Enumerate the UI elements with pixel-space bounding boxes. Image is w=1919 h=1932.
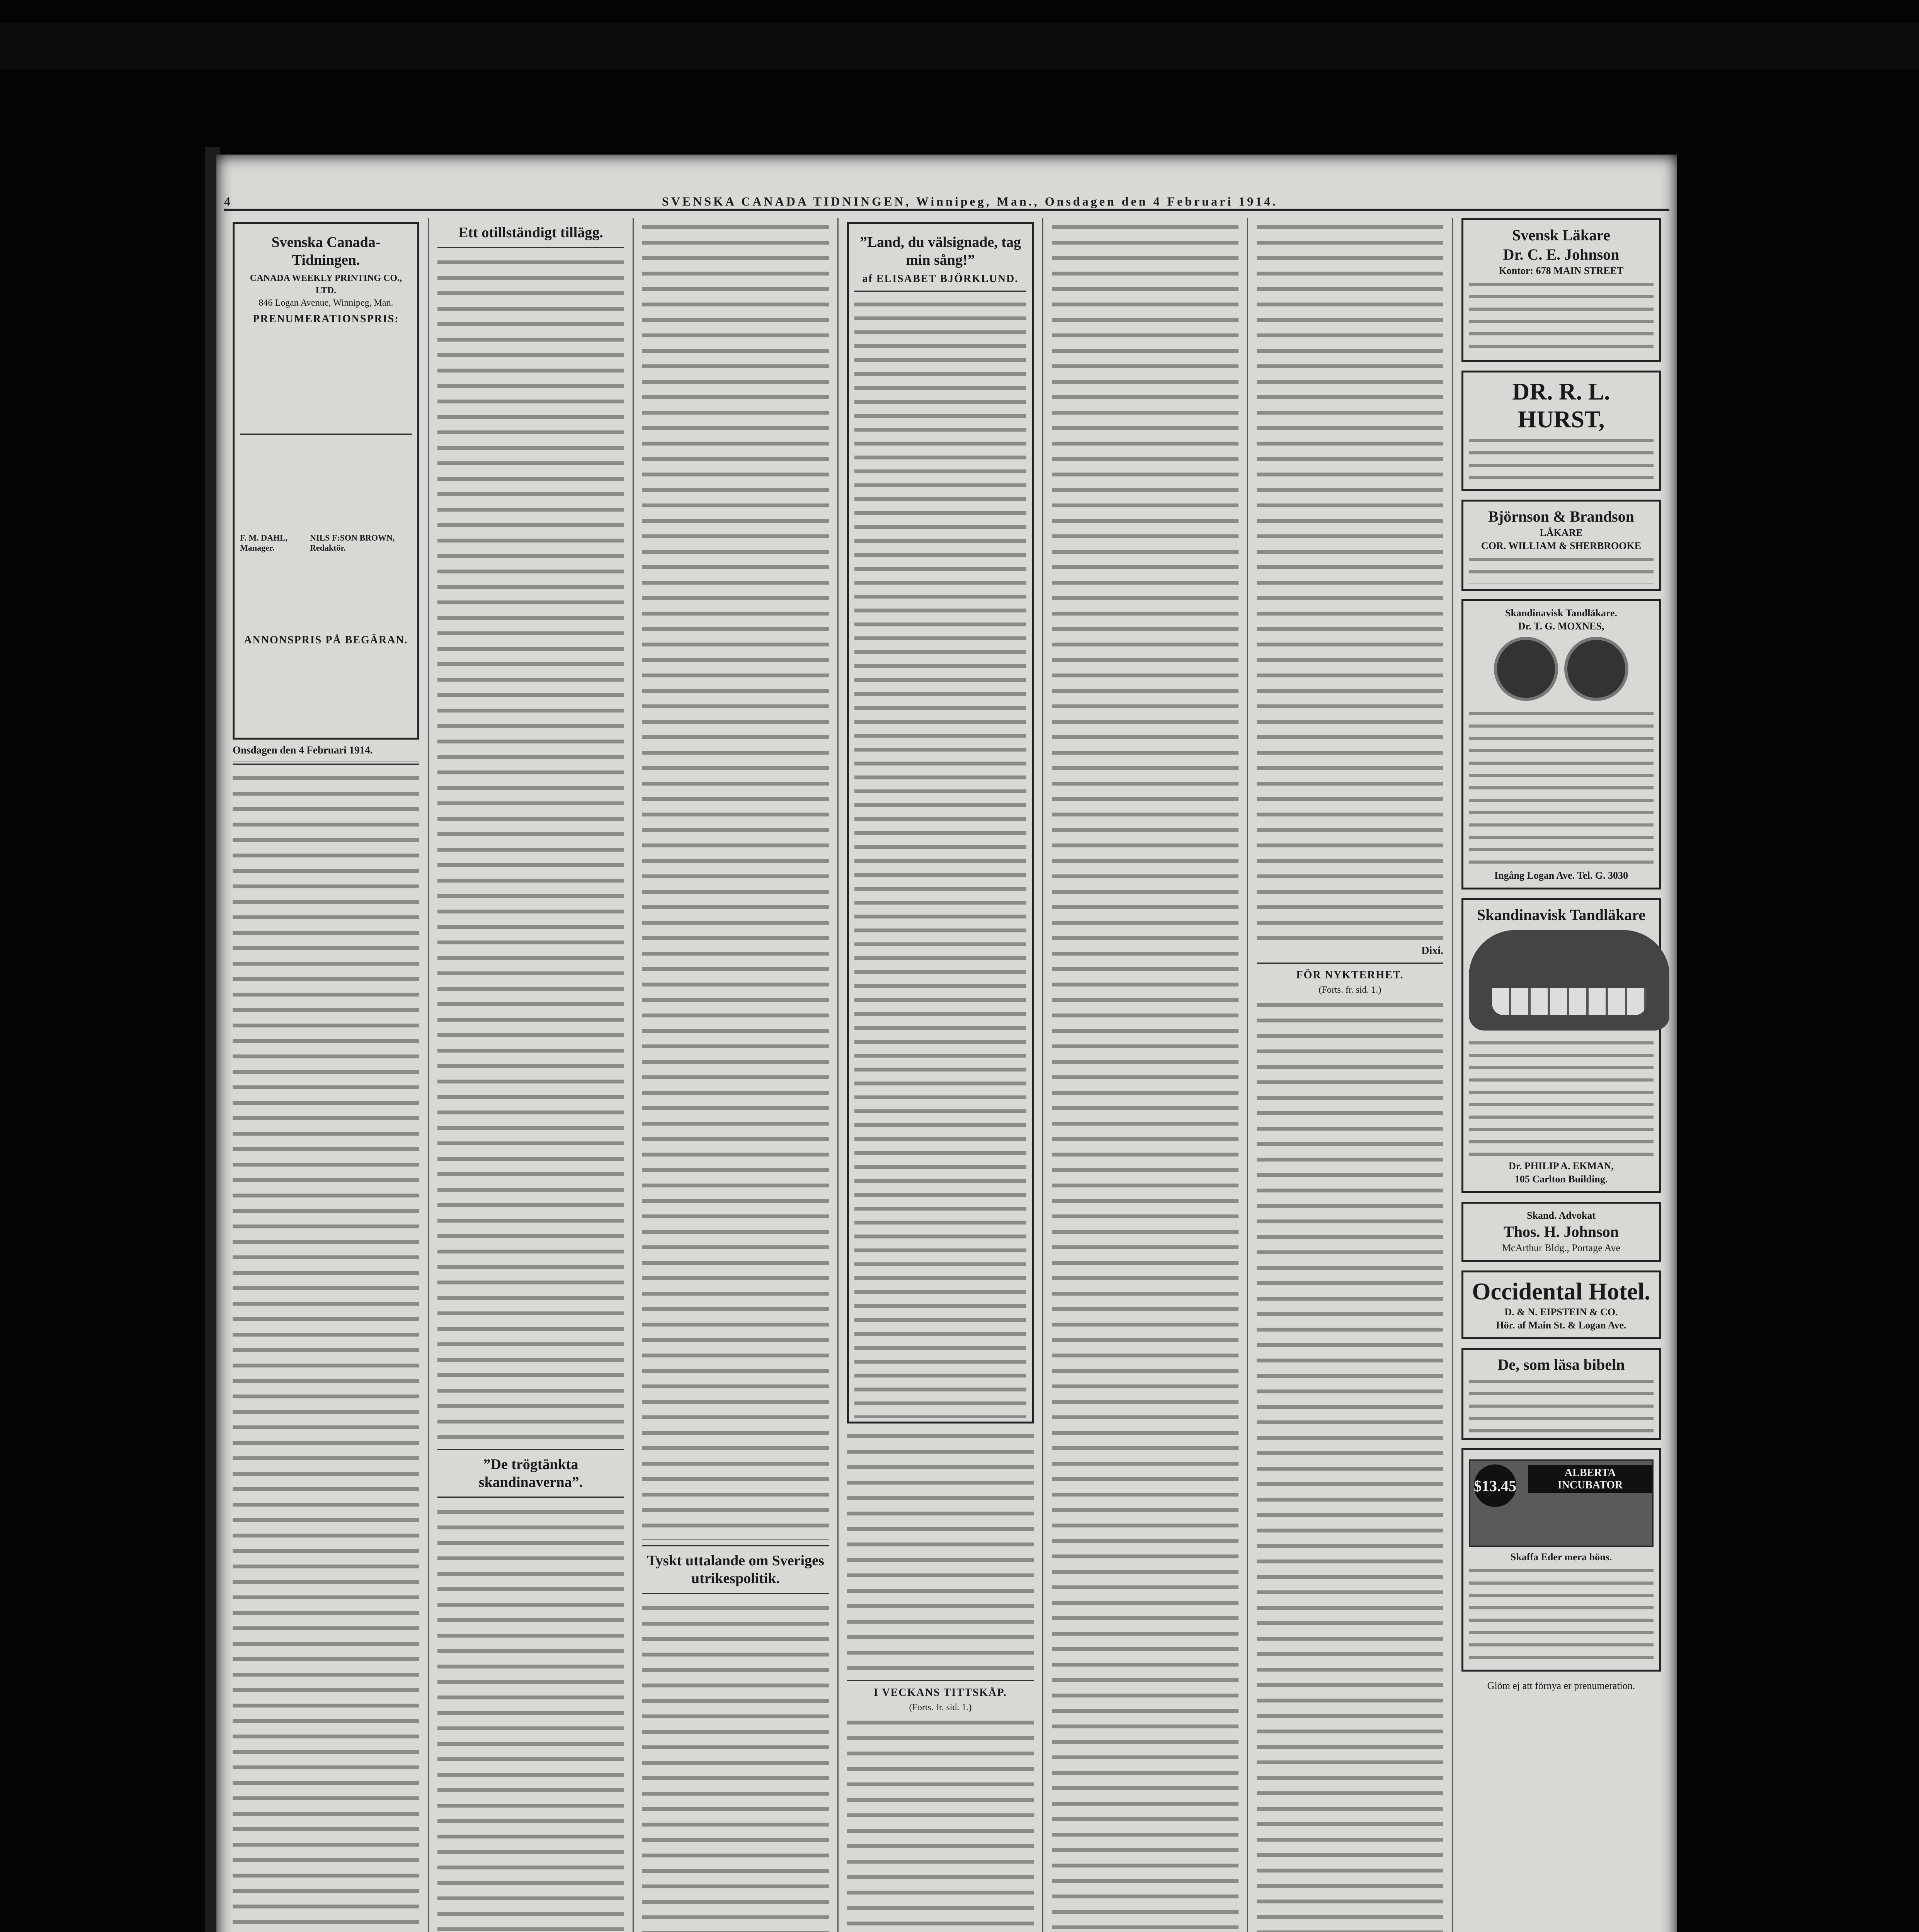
divider (1257, 963, 1443, 964)
ad-occidental-name: Occidental Hotel. (1472, 1279, 1650, 1305)
ad-johnson (1461, 218, 1661, 362)
continuation-note: (Forts. fr. sid. 1.) (1318, 985, 1381, 995)
publisher: CANADA WEEKLY PRINTING CO., LTD. (250, 273, 402, 296)
page-number: 4 (224, 194, 233, 208)
ad-advokat-name: Thos. H. Johnson (1504, 1223, 1619, 1240)
poem-title: ”Land, du välsignade, tag min sång!” (859, 234, 1021, 268)
article-title-nykterhet: FÖR NYKTERHET. (1296, 969, 1404, 981)
ad-bjornson (1461, 500, 1661, 591)
ad-johnson-office: Kontor: 678 MAIN STREET (1499, 265, 1624, 276)
issue-date: Onsdagen den 4 Februari 1914. (233, 744, 373, 756)
ad-hurst-details (1469, 434, 1654, 484)
column-1 (224, 218, 429, 1932)
incubator-details (1469, 1564, 1654, 1664)
ad-moxnes-title: Skandinavisk Tandläkare. (1505, 607, 1618, 619)
article-title-veckans: I VECKANS TITTSKÅP. (874, 1687, 1007, 1699)
ad-occidental (1461, 1270, 1661, 1339)
incubator-illustration (1469, 1459, 1654, 1547)
ad-hurst (1461, 371, 1661, 491)
ad-advokat (1461, 1202, 1661, 1262)
ad-occidental-owner: D. & N. EIPSTEIN & CO. (1504, 1306, 1618, 1318)
newspaper-page (216, 155, 1677, 1932)
ad-johnson-label: Svensk Läkare (1512, 226, 1610, 244)
article-body (1257, 218, 1443, 945)
masthead-title: Svenska Canada-Tidningen. (271, 234, 381, 268)
column-5 (1043, 218, 1248, 1932)
running-header (224, 193, 1669, 211)
article-continuation (1052, 218, 1239, 1932)
column-6 (1248, 218, 1453, 1932)
ad-bibeln-details (1469, 1374, 1654, 1432)
article-body-trotankta (437, 1503, 624, 1932)
divider (847, 1680, 1034, 1681)
subscription-rates (240, 328, 412, 428)
ad-skand-tand-title: Skandinavisk Tandläkare (1477, 906, 1646, 923)
column-4 (839, 218, 1043, 1932)
ad-bjornson-details (1469, 553, 1654, 583)
medal-icon (1494, 637, 1558, 701)
running-title: SVENSKA CANADA TIDNINGEN, Winnipeg, Man., Onsdagen den 4 Februari 1914. (662, 194, 1278, 208)
ad-moxnes-name: Dr. T. G. MOXNES, (1518, 621, 1604, 632)
ad-bibeln-title: De, som läsa bibeln (1497, 1356, 1625, 1373)
ad-bjornson-title: LÄKARE (1540, 527, 1583, 538)
medals (1469, 633, 1654, 707)
continuation-note: (Forts. fr. sid. 1.) (909, 1702, 972, 1713)
ad-moxnes-details (1469, 707, 1654, 869)
medal-icon (1564, 637, 1628, 701)
ad-moxnes (1461, 599, 1661, 889)
divider (437, 1449, 624, 1450)
poem-author: af ELISABET BJÖRKLUND. (862, 273, 1019, 285)
columns (224, 218, 1669, 1932)
film-edge-top (0, 23, 1919, 70)
column-2 (429, 218, 634, 1932)
ad-johnson-details (1469, 277, 1654, 355)
subscription-heading: PRENUMERATIONSPRIS: (253, 313, 399, 325)
poem-body (854, 297, 1026, 1418)
ad-bibeln (1461, 1348, 1661, 1440)
signature: Dixi. (1421, 945, 1443, 957)
editor: NILS F:SON BROWN, Redaktör. (310, 533, 395, 553)
editorial-body (233, 769, 419, 1932)
ad-incubator (1461, 1448, 1661, 1672)
ad-ekman-name: Dr. PHILIP A. EKMAN, (1508, 1160, 1614, 1172)
divider (437, 1497, 624, 1498)
masthead (233, 222, 419, 740)
incubator-label: ALBERTA INCUBATOR (1528, 1465, 1652, 1493)
masthead-notice (240, 440, 412, 533)
renewal-reminder: Glöm ej att förnya er prenumeration. (1487, 1680, 1635, 1691)
publisher-address: 846 Logan Avenue, Winnipeg, Man. (259, 298, 393, 308)
ad-hurst-name: DR. R. L. HURST, (1512, 379, 1610, 433)
divider (854, 291, 1026, 292)
ad-ekman-address: 105 Carlton Building. (1514, 1173, 1608, 1185)
ads-heading: ANNONSPRIS PÅ BEGÄRAN. (244, 634, 408, 646)
staff-line (240, 533, 412, 553)
divider (642, 1593, 829, 1594)
ad-bjornson-address: COR. WILLIAM & SHERBROOKE (1481, 540, 1642, 551)
ad-bjornson-name: Björnson & Brandson (1488, 508, 1634, 525)
ad-rates (240, 649, 412, 734)
article-continuation (642, 218, 829, 1540)
divider (642, 1545, 829, 1546)
ad-advokat-address: McArthur Bldg., Portage Ave (1502, 1242, 1621, 1253)
incubator-headline: Skaffa Eder mera höns. (1510, 1551, 1612, 1563)
article-body-tyskt (642, 1599, 829, 1932)
column-ads (1453, 218, 1669, 1932)
article-body (847, 1427, 1034, 1675)
article-title-edit1: Ett otillständigt tillägg. (458, 224, 603, 241)
article-body-nykterhet (1257, 996, 1443, 1932)
ad-moxnes-address: Ingång Logan Ave. Tel. G. 3030 (1494, 870, 1628, 881)
poem-box (847, 222, 1034, 1423)
article-title-trotankta: ”De trögtänkta skandinaverna”. (478, 1456, 583, 1490)
ad-occidental-address: Hör. af Main St. & Logan Ave. (1496, 1320, 1626, 1331)
divider (240, 434, 412, 435)
ad-advokat-label: Skand. Advokat (1527, 1210, 1596, 1221)
incubator-price: $13.45 (1474, 1464, 1516, 1507)
masthead-notice-2 (240, 553, 412, 630)
double-rule (233, 761, 419, 765)
ad-ekman-details (1469, 1036, 1654, 1160)
dentures-icon (1469, 930, 1669, 1031)
divider (437, 247, 624, 248)
article-body-edit1 (437, 253, 624, 1444)
article-title-tyskt: Tyskt uttalande om Sveriges utrikespolitik. (647, 1553, 824, 1587)
article-body-veckans (847, 1714, 1034, 1932)
ad-ekman (1461, 898, 1661, 1193)
ad-johnson-name: Dr. C. E. Johnson (1503, 246, 1620, 263)
manager: F. M. DAHL, Manager. (240, 533, 288, 553)
column-3 (634, 218, 839, 1932)
